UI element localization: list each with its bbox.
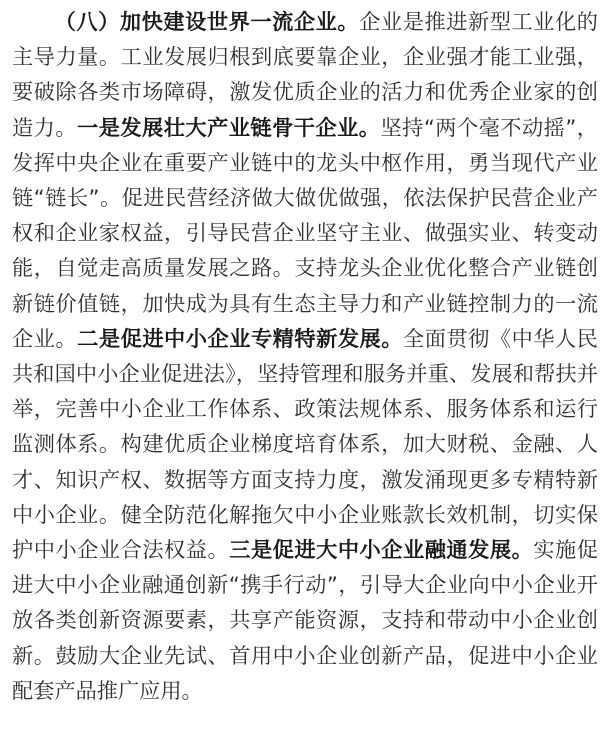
body-text: 实施促进大中小企业融通创新“携手行动”，引导大企业向中小企业开放各类创新资源要素，共享产能资源，支持和带动中小企业创新。鼓励大企业先试、首用中小企业创新产品，促进中小企业配套产品推广应用。 — [12, 537, 598, 703]
paragraph — [12, 4, 598, 708]
body-text: 全面贯彻《中华人民共和国中小企业促进法》，坚持管理和服务并重、发展和帮扶并举，完善中小企业工作体系、政策法规体系、服务体系和运行监测体系。构建优质企业梯度培育体系，加大财税、金融、人才、知识产权、数据等方面支持力度，激发涌现更多专精特新中小企业。健全防范化解拖欠中小企业账款长效机制，切实保护中小企业合法权益。 — [12, 325, 598, 563]
body-text: 坚持“两个毫不动摇”，发挥中央企业在重要产业链中的龙头中枢作用，勇当现代产业链“链长”。促进民营经济做大做优做强，依法保护民营企业产权和企业家权益，引导民营企业坚守主业、做强实业、转变动能，自觉走高质量发展之路。支持龙头企业优化整合产业链创新链价值链，加快成为具有生态主导力和产业链控制力的一流企业。 — [12, 114, 598, 351]
point-one-heading: 一是发展壮大产业链骨干企业。 — [77, 114, 381, 140]
body-text: 企业是推进新型工业化的主导力量。工业发展归根到底要靠企业，企业强才能工业强，要破除各类市场障碍，激发优质企业的活力和优秀企业家的创造力。 — [12, 9, 598, 140]
section-heading: （八）加快建设世界一流企业。 — [54, 9, 360, 34]
point-three-heading: 三是促进大中小企业融通发展。 — [229, 537, 534, 563]
point-two-heading: 二是促进中小企业专精特新发展。 — [77, 325, 403, 351]
